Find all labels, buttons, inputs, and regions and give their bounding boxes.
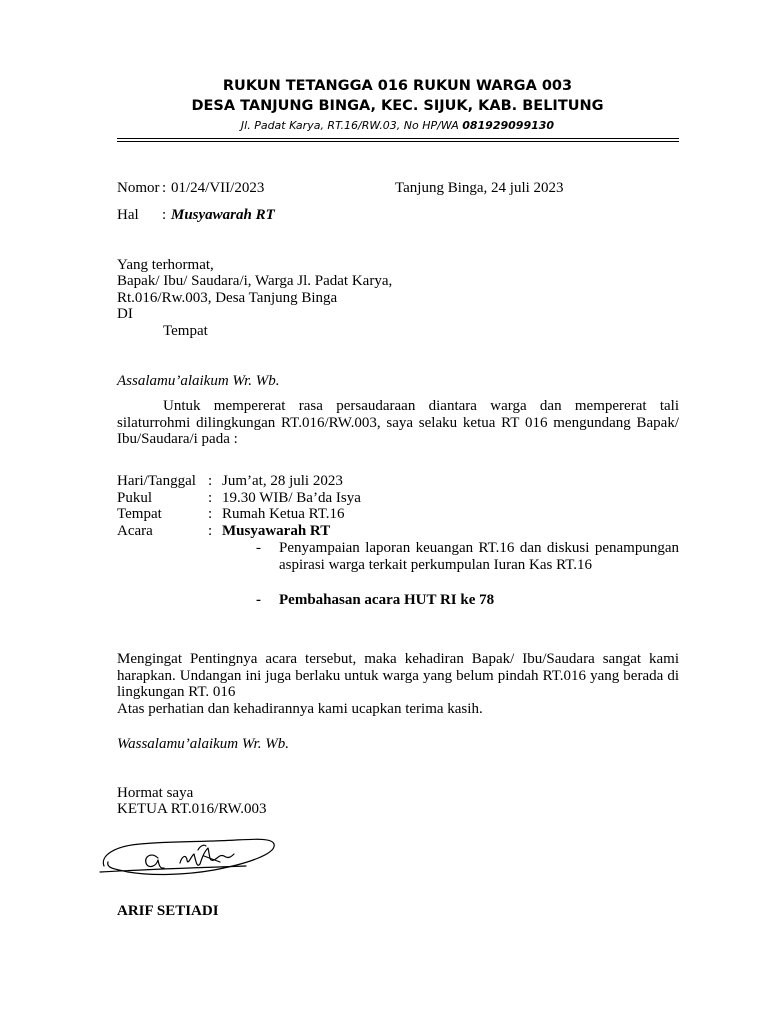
letterhead-line2: DESA TANJUNG BINGA, KEC. SIJUK, KAB. BELITUNG bbox=[191, 98, 604, 114]
place-date: Tanjung Binga, 24 juli 2023 bbox=[395, 180, 564, 196]
closing-paragraph: Mengingat Pentingnya acara tersebut, maka kehadiran Bapak/ Ibu/Saudara sangat kami harapkan. Undangan ini juga berlaku untuk warga yang belum pindah RT.016 yang berada di lingkungan RT. 016 bbox=[117, 651, 679, 700]
opening-salam: Assalamu’alaikum Wr. Wb. bbox=[117, 373, 280, 389]
phone-number: 081929099130 bbox=[462, 119, 555, 132]
recipient-line4: Tempat bbox=[163, 323, 208, 339]
address-text: Jl. Padat Karya, RT.16/RW.03, No HP/WA bbox=[240, 119, 463, 132]
agenda-item: Penyampaian laporan keuangan RT.16 dan diskusi penampungan aspirasi warga terkait perkumpulan Iuran Kas RT.16 bbox=[279, 540, 679, 573]
signer-name: ARIF SETIADI bbox=[117, 903, 219, 919]
signature-image bbox=[96, 832, 286, 892]
detail-colon: : bbox=[208, 473, 213, 489]
detail-label-place: Tempat bbox=[117, 506, 162, 522]
letterhead-rule-bottom bbox=[117, 141, 679, 142]
thanks-line: Atas perhatian dan kehadirannya kami ucapkan terima kasih. bbox=[117, 701, 483, 717]
detail-label-event: Acara bbox=[117, 523, 153, 539]
agenda-dash: - bbox=[256, 540, 261, 556]
recipient-line3: DI bbox=[117, 306, 133, 322]
recipient-greeting: Yang terhormat, bbox=[117, 257, 214, 273]
letterhead-rule-top bbox=[117, 138, 679, 139]
letterhead-line1: RUKUN TETANGGA 016 RUKUN WARGA 003 bbox=[222, 78, 573, 94]
intro-paragraph: Untuk mempererat rasa persaudaraan diantara warga dan mempererat tali silaturrohmi dilingkungan RT.016/RW.003, saya selaku ketua RT 016 mengundang Bapak/ Ibu/Saudara/i pada : bbox=[117, 398, 679, 447]
hal-colon: : bbox=[162, 207, 167, 223]
hal-label: Hal bbox=[117, 207, 139, 223]
detail-colon: : bbox=[208, 523, 213, 539]
recipient-line2: Rt.016/Rw.003, Desa Tanjung Binga bbox=[117, 290, 338, 306]
detail-value-event: Musyawarah RT bbox=[222, 523, 331, 539]
detail-label-time: Pukul bbox=[117, 490, 153, 506]
signoff-line1: Hormat saya bbox=[117, 785, 194, 801]
detail-value-place: Rumah Ketua RT.16 bbox=[222, 506, 345, 522]
agenda-dash: - bbox=[256, 592, 261, 608]
detail-label-date: Hari/Tanggal bbox=[117, 473, 196, 489]
letterhead-address bbox=[0, 119, 768, 132]
hal-value: Musyawarah RT bbox=[171, 207, 275, 223]
detail-value-date: Jum’at, 28 juli 2023 bbox=[222, 473, 343, 489]
agenda-item: Pembahasan acara HUT RI ke 78 bbox=[279, 592, 495, 608]
nomor-colon: : bbox=[162, 180, 167, 196]
recipient-line1: Bapak/ Ibu/ Saudara/i, Warga Jl. Padat Karya, bbox=[117, 273, 393, 289]
closing-salam: Wassalamu’alaikum Wr. Wb. bbox=[117, 736, 289, 752]
nomor-label: Nomor bbox=[117, 180, 160, 196]
detail-colon: : bbox=[208, 490, 213, 506]
detail-value-time: 19.30 WIB/ Ba’da Isya bbox=[222, 490, 361, 506]
signoff-line2: KETUA RT.016/RW.003 bbox=[117, 801, 267, 817]
nomor-value: 01/24/VII/2023 bbox=[171, 180, 265, 196]
detail-colon: : bbox=[208, 506, 213, 522]
